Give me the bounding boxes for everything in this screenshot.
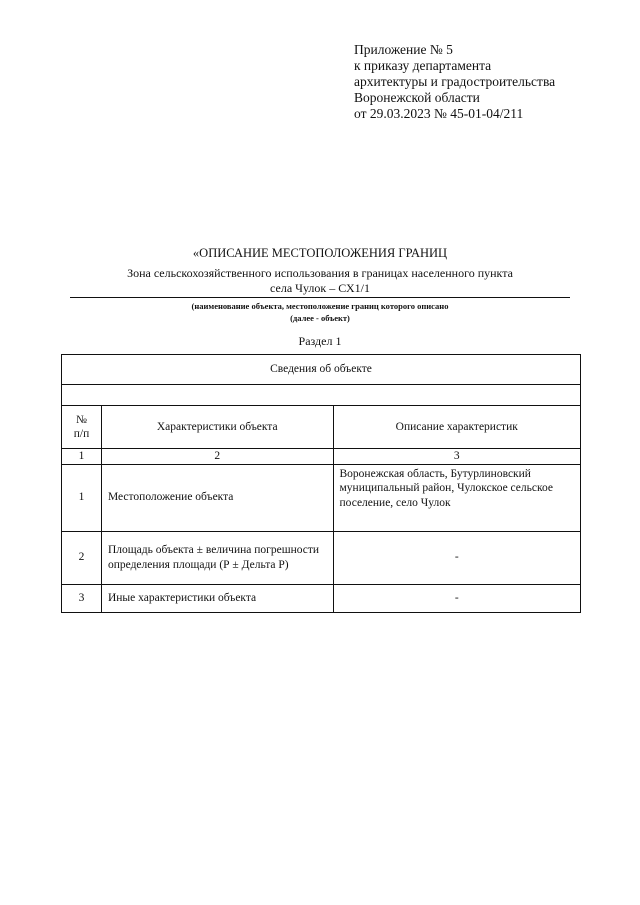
section-title: Раздел 1 xyxy=(298,334,342,348)
table-header-row xyxy=(62,406,581,449)
table-row xyxy=(62,584,581,612)
object-info-table xyxy=(61,354,581,613)
object-name-line: села Чулок – СХ1/1 xyxy=(270,281,370,295)
appendix-line: Воронежской области xyxy=(354,90,480,105)
object-name-line: Зона сельскохозяйственного использования в границах населенного пункта xyxy=(127,266,513,280)
index-cell: 1 xyxy=(62,449,102,465)
table-caption: Сведения об объекте xyxy=(62,355,581,385)
row-characteristic: Местоположение объекта xyxy=(101,464,333,531)
row-characteristic: Площадь объекта ± величина погрешности определения площади (Р ± Дельта Р) xyxy=(101,531,333,584)
table-row xyxy=(62,531,581,584)
row-num: 1 xyxy=(62,464,102,531)
underline-rule xyxy=(70,297,570,298)
table-row xyxy=(62,464,581,531)
table-index-row xyxy=(62,449,581,465)
object-name-note xyxy=(60,300,580,324)
index-cell: 3 xyxy=(333,449,580,465)
header-description: Описание характеристик xyxy=(333,406,580,449)
table-caption-row xyxy=(62,355,581,385)
document-title: «ОПИСАНИЕ МЕСТОПОЛОЖЕНИЯ ГРАНИЦ xyxy=(192,246,448,260)
row-description: Воронежская область, Бутурлиновский муниципальный район, Чулокское сельское поселение, село Чулок xyxy=(333,464,580,531)
table-spacer-row xyxy=(62,385,581,406)
table-spacer-cell xyxy=(62,385,581,406)
header-characteristics: Характеристики объекта xyxy=(101,406,333,449)
note-line: (далее - объект) xyxy=(290,313,350,323)
row-description: - xyxy=(333,584,580,612)
appendix-block xyxy=(354,42,555,122)
index-cell: 2 xyxy=(101,449,333,465)
row-characteristic: Иные характеристики объекта xyxy=(101,584,333,612)
appendix-line: архитектуры и градостроительства xyxy=(354,74,556,89)
row-num: 2 xyxy=(62,531,102,584)
header-num: № п/п xyxy=(62,406,102,449)
appendix-line: от 29.03.2023 № 45-01-04/211 xyxy=(354,106,524,121)
row-num: 3 xyxy=(62,584,102,612)
row-description: - xyxy=(333,531,580,584)
note-line: (наименование объекта, местоположение границ которого описано xyxy=(191,301,449,311)
appendix-line: к приказу департамента xyxy=(354,58,492,73)
object-name xyxy=(60,266,580,296)
appendix-line: Приложение № 5 xyxy=(354,42,453,57)
